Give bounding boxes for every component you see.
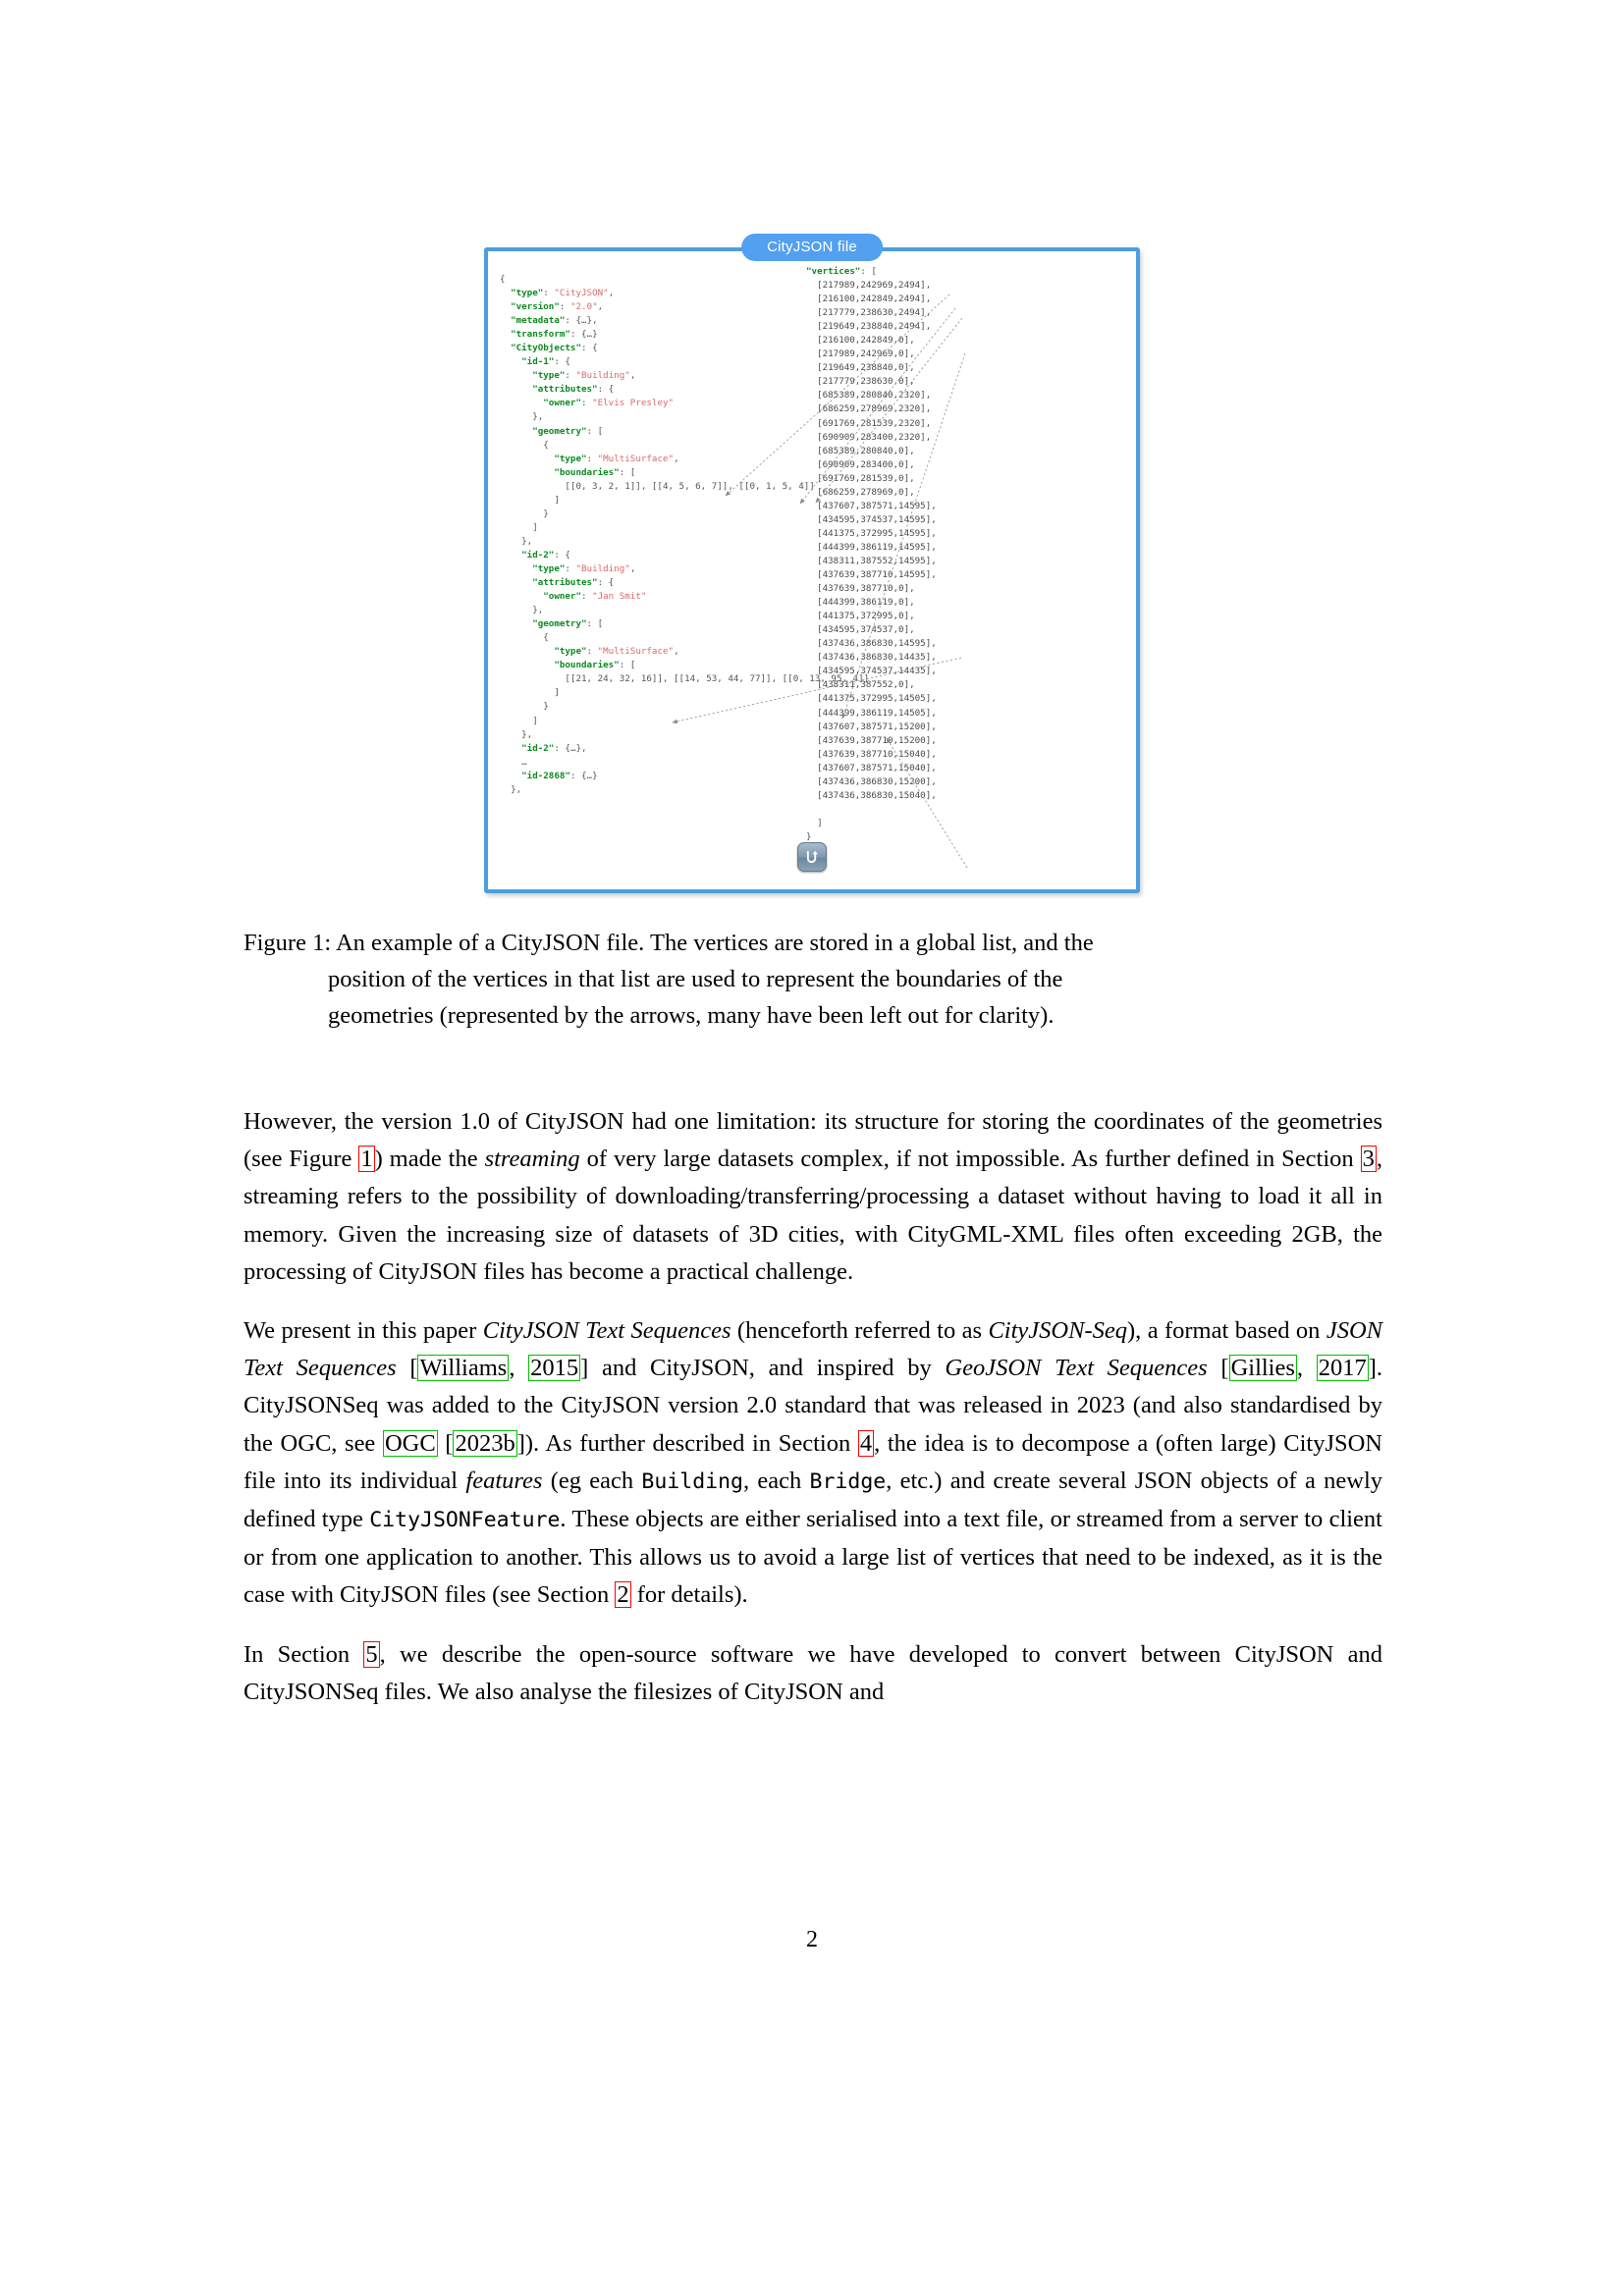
p1-text-a: However, the version 1.0 of CityJSON had one limitation: its structure for storing the coordinates of the geometries (see Figure bbox=[244, 1108, 1382, 1173]
p1-emphasis-streaming: streaming bbox=[484, 1146, 580, 1173]
citation-link-gillies-year[interactable]: 2017 bbox=[1318, 1355, 1367, 1382]
p3-text-a: In Section bbox=[244, 1640, 364, 1668]
cityjson-code-block: { "type": "CityJSON", "version": "2.0", "metadata": {…}, "transform": {…} "CityObjects": { "id-1": { "type": "Building", "attributes": { "owner": "Elvis Presley" }, "geometry": [ { "type": "MultiSurface", "boundaries": [ [[0, 3, 2, 1]], [[4, 5, 6, 7]], [[0, 1, 5, 4]] ] } ] }, "id-2": { "type": "Building", "attributes": { "owner": "Jan Smit" }, "geometry": [ { "type": "MultiSurface", "boundaries": [ [[21, 24, 32, 16]], [[14, 53, 44, 77]], [[0, 13, 95, 4]] ] } ] }, "id-2": {…}, … "id-2868": {…} }, bbox=[500, 274, 870, 795]
citation-link-ogc-year[interactable]: 2023b bbox=[455, 1429, 515, 1457]
citation-link-gillies[interactable]: Gillies bbox=[1230, 1355, 1295, 1382]
p2-emphasis-cityjson-seq: CityJSON-Seq bbox=[988, 1317, 1127, 1345]
p2-text-e: ] and CityJSON, and inspired by bbox=[580, 1355, 946, 1382]
p2-emphasis-cityjson-text-sequences: CityJSON Text Sequences bbox=[482, 1317, 731, 1345]
p2-text-l: , etc.) and create several JSON objects of a newly defined type bbox=[244, 1467, 1383, 1533]
p2-text-m: . These objects are either serialised into a text file, or streamed from a server to client or from one application to another. This allows us to avoid a large list of vertices that need to be indexed, as it is the case with CityJSON files (see Section bbox=[244, 1506, 1382, 1609]
figure-caption-line-2: position of the vertices in that list are used to represent the boundaries of the bbox=[328, 966, 1063, 992]
p2-cite1-separator: , bbox=[509, 1355, 529, 1382]
p2-cite3-close: ] bbox=[516, 1429, 525, 1457]
p1-text-d: , streaming refers to the possibility of downloading/transferring/processing a dataset without having to load it all in memory. Given the increasing size of datasets of 3D cities, with CityGML-XML files often exceeding 2GB, the processing of CityJSON files has become a practical challenge. bbox=[244, 1146, 1382, 1285]
p2-cite3-spacer: [ bbox=[437, 1429, 454, 1457]
p2-text-f: [ bbox=[1207, 1355, 1229, 1382]
p2-emphasis-geojson-text-sequences: GeoJSON Text Sequences bbox=[945, 1355, 1208, 1382]
citation-link-williams-year[interactable]: 2015 bbox=[530, 1355, 579, 1382]
p3-text-b: , we describe the open-source software we have developed to convert between CityJSON and CityJSONSeq files. We also analyse the filesizes of CityJSON and bbox=[244, 1640, 1382, 1705]
p2-text-c: ), a format based on bbox=[1127, 1317, 1326, 1345]
page-number: 2 bbox=[806, 1927, 818, 1952]
p2-text-a: We present in this paper bbox=[244, 1317, 483, 1345]
p2-code-bridge: Bridge bbox=[809, 1468, 887, 1494]
figure-caption bbox=[244, 925, 1382, 1034]
loop-refresh-button[interactable] bbox=[797, 842, 827, 872]
section-ref-link-4[interactable]: 4 bbox=[859, 1429, 873, 1457]
p2-code-cityjsonfeature: CityJSONFeature bbox=[369, 1508, 561, 1533]
figure-ref-link-1[interactable]: 1 bbox=[360, 1146, 373, 1173]
p2-emphasis-json-text-sequences: JSON Text Sequences bbox=[244, 1317, 1382, 1382]
citation-link-williams[interactable]: Williams bbox=[419, 1355, 508, 1382]
p2-emphasis-features: features bbox=[465, 1467, 543, 1494]
figure-tab-label: CityJSON file bbox=[741, 234, 883, 261]
p2-code-building: Building bbox=[641, 1468, 743, 1494]
p2-text-j: (eg each bbox=[542, 1467, 642, 1494]
citation-link-ogc[interactable]: OGC bbox=[384, 1429, 436, 1457]
section-ref-link-3[interactable]: 3 bbox=[1362, 1146, 1375, 1173]
paragraph-3 bbox=[244, 1636, 1382, 1711]
p1-text-b: ) made the bbox=[374, 1146, 485, 1173]
section-ref-link-2[interactable]: 2 bbox=[617, 1581, 629, 1609]
paragraph-1 bbox=[244, 1103, 1382, 1291]
paragraph-2 bbox=[244, 1312, 1382, 1615]
figure-caption-line-1: An example of a CityJSON file. The vertices are stored in a global list, and the bbox=[335, 930, 1094, 956]
figure-caption-line-3: geometries (represented by the arrows, many have been left out for clarity). bbox=[328, 1002, 1055, 1029]
u-turn-arrow-icon bbox=[803, 848, 821, 866]
figure-1 bbox=[484, 234, 1140, 893]
p2-text-g: ]. CityJSONSeq was added to the CityJSON version 2.0 standard that was released in 2023 (and also standardised by the OGC, see bbox=[244, 1355, 1383, 1457]
p2-text-b: (henceforth referred to as bbox=[731, 1317, 989, 1345]
vertices-code-block: "vertices": [ [217989,242969,2494], [216100,242849,2494], [217779,238630,2494], [219649,238840,2494], [216100,242849,0], [217989,242969,0], [219649,238840,0], [217779,238630,0], [685389,280840,2320], [686259,278969,2320], [691769,281539,2320], [690909,283400,2320], [685389,280840,0], [690909,283400,0], [691769,281539,0], [686259,278969,0], [437607,387571,14595], [434595,374537,14595], [441375,372995,14595], [444399,386119,14595], [438311,387552,14595], [437639,387710,14595], [437639,387710,0], [444399,386119,0], [441375,372995,0], [434595,374537,0], [437436,386830,14595], [437436,386830,14435], [434595,374537,14435], [438311,387552,0], [441375,372995,14505], [444399,386119,14505], [437607,387571,15200], [437639,387710,15200], [437639,387710,15040], [437607,387571,15040], [437436,386830,15200], [437436,386830,15040], ] } bbox=[806, 266, 937, 842]
p2-text-i: , the idea is to decompose a (often large) CityJSON file into its individual bbox=[244, 1429, 1382, 1494]
p2-text-d: [ bbox=[396, 1355, 418, 1382]
section-ref-link-5[interactable]: 5 bbox=[365, 1640, 378, 1668]
p2-text-n: for details). bbox=[630, 1581, 748, 1609]
p2-text-h: ). As further described in Section bbox=[524, 1429, 858, 1457]
p2-cite2-separator: , bbox=[1296, 1355, 1317, 1382]
body-text bbox=[244, 1103, 1382, 1711]
p1-text-c: of very large datasets complex, if not impossible. As further defined in Section bbox=[579, 1146, 1361, 1173]
p2-text-k: , each bbox=[742, 1467, 810, 1494]
figure-caption-label: Figure 1: bbox=[244, 930, 332, 956]
